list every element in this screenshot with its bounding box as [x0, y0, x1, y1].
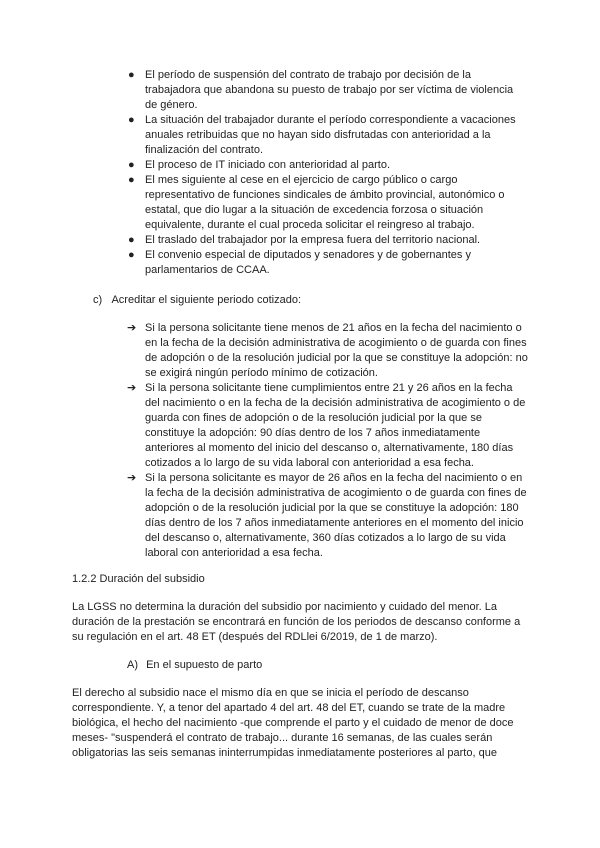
- section-c: [93, 293, 301, 308]
- list-item-text: El período de suspensión del contrato de trabajo por decisión de la trabajadora que abandona su puesto de trabajo por ser víctima de violencia de género.: [145, 69, 514, 111]
- bullet-marker: ●: [128, 234, 135, 246]
- subsection-a-text: En el supuesto de parto: [146, 659, 263, 671]
- list-item-text: El proceso de IT iniciado con anterioridad al parto.: [145, 159, 390, 171]
- subsection-a: [127, 658, 262, 673]
- list-item: [0, 381, 600, 471]
- section-c-text: Acreditar el siguiente periodo cotizado:: [111, 294, 302, 306]
- list-item-text: El mes siguiente al cese en el ejercicio de cargo público o cargo representativo de funciones sindicales de ámbito provincial, autonómico o estatal, que dio lugar a la situación de excedencia forzosa o situación equivalente, durante el cual proceda solicitar el reingreso al trabajo.: [145, 174, 505, 231]
- list-item-text: El traslado del trabajador por la empresa fuera del territorio nacional.: [145, 234, 481, 246]
- list-item-text: Si la persona solicitante tiene cumplimientos entre 21 y 26 años en la fecha del nacimiento o en la fecha de la decisión administrativa de acogimiento o de guarda con fines de adopción o de la resolución judicial por la que se constituye la adopción: 90 días dentro de los 7 años inmediatamente anteriores al momento del inicio del descanso o, alternativamente, 180 días cotizados a lo largo de su vida laboral con anterioridad a esa fecha.: [145, 382, 526, 469]
- section-heading: 1.2.2 Duración del subsidio: [72, 573, 205, 585]
- paragraph-duration: La LGSS no determina la duración del subsidio por nacimiento y cuidado del menor. La duración de la prestación se encontrará en función de los periodos de descanso conforme a su regulación en el art. 48 ET (después del RDLlei 6/2019, de 1 de marzo).: [72, 601, 521, 643]
- arrow-icon: ➔: [127, 472, 137, 484]
- arrow-icon: ➔: [127, 382, 137, 394]
- list-item-text: La situación del trabajador durante el período correspondiente a vacaciones anuales retribuidas que no hayan sido disfrutadas con anterioridad a la finalización del contrato.: [145, 114, 516, 156]
- bullet-marker: ●: [128, 114, 135, 126]
- bullet-marker: ●: [128, 174, 135, 186]
- list-item: [0, 173, 600, 233]
- list-item-text: El convenio especial de diputados y senadores y de gobernantes y parlamentarios de CCAA.: [145, 249, 471, 276]
- list-item: [0, 233, 600, 248]
- list-item-text: Si la persona solicitante es mayor de 26 años en la fecha del nacimiento o en la fecha de la decisión administrativa de acogimiento o de guarda con fines de adopción o de la resolución judicial por la que se constituye la adopción: 180 días dentro de los 7 años inmediatamente anteriores en el momento del inicio del descanso o, alternativamente, 360 días cotizados a lo largo de su vida laboral con anterioridad a esa fecha.: [145, 472, 527, 559]
- list-item: [0, 113, 600, 158]
- section-c-label: c): [93, 294, 103, 306]
- bullet-marker: ●: [128, 69, 135, 81]
- bullet-marker: ●: [128, 159, 135, 171]
- paragraph-birth: El derecho al subsidio nace el mismo día en que se inicia el período de descanso correspondiente. Y, a tenor del apartado 4 del art. 48 del ET, cuando se trate de la madre biológica, el hecho del nacimiento -que comprende el parto y el cuidado de menor de doce meses- "suspenderá el contrato de trabajo... durante 16 semanas, de las cuales serán obligatorias las seis semanas ininterrumpidas inmediatamente posteriores al parto, que: [72, 687, 514, 759]
- subsection-a-label: A): [127, 659, 138, 671]
- list-item: [0, 248, 600, 278]
- list-item: [0, 68, 600, 113]
- arrow-list: [0, 321, 600, 561]
- bullet-list: [0, 68, 600, 278]
- list-item: [0, 321, 600, 381]
- list-item: [0, 471, 600, 561]
- arrow-icon: ➔: [127, 322, 137, 334]
- bullet-marker: ●: [128, 249, 135, 261]
- list-item: [0, 158, 600, 173]
- list-item-text: Si la persona solicitante tiene menos de 21 años en la fecha del nacimiento o en la fecha de la decisión administrativa de acogimiento o de guarda con fines de adopción o de la resolución judicial por la que se constituye la adopción: no se exigirá ningún período mínimo de cotización.: [145, 322, 528, 379]
